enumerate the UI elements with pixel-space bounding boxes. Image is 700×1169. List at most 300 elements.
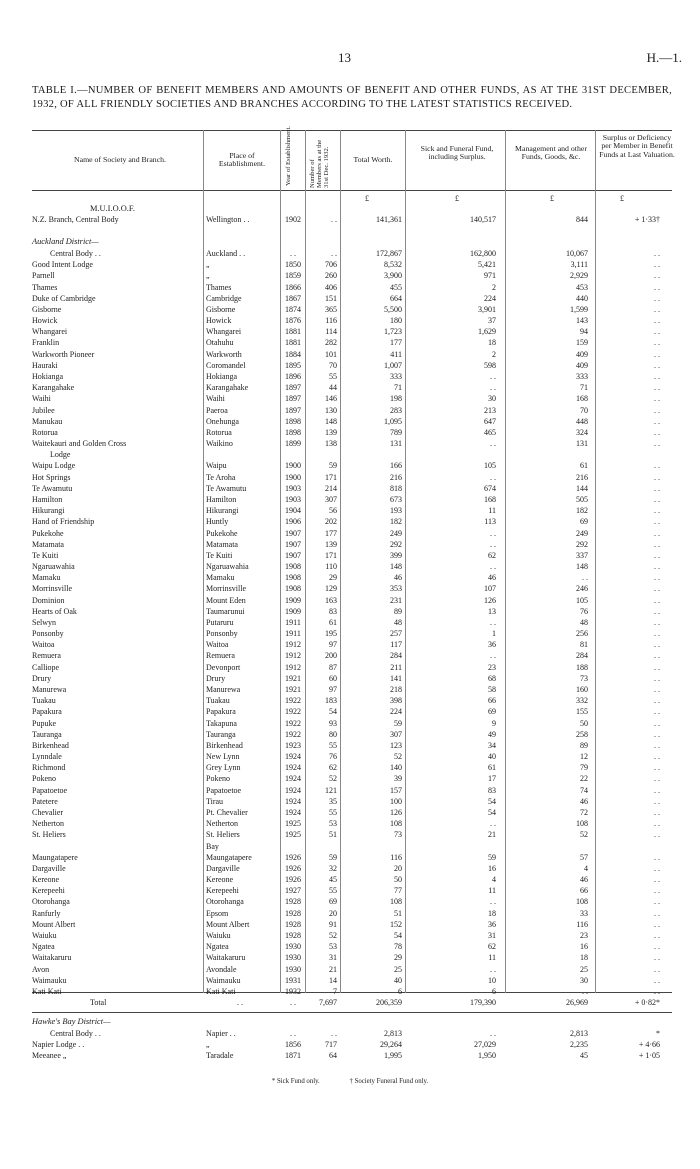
table-row [32, 975, 672, 987]
place: Auckland . . [206, 249, 246, 258]
sick-fund: 179,390 [470, 998, 496, 1007]
members: 52 [329, 774, 337, 784]
surplus: . . [654, 808, 660, 817]
members: 14 [329, 975, 337, 985]
place: Netherton [206, 819, 238, 829]
sick-fund: 18 [488, 908, 496, 918]
table-row [32, 438, 672, 450]
branch-name: Te Kuiti [32, 550, 59, 560]
sick-fund: 107 [484, 584, 496, 594]
place: Mount Albert [206, 919, 250, 929]
place: Paeroa [206, 405, 228, 415]
members: 214 [325, 483, 337, 493]
footnote: * Sick Fund only. [271, 1078, 320, 1085]
management-fund: 409 [576, 349, 588, 359]
sick-fund: 2 [492, 349, 496, 359]
management-fund: 73 [580, 673, 588, 683]
table-row [32, 1050, 672, 1062]
sick-fund: 126 [484, 595, 496, 605]
sick-fund: 224 [484, 293, 496, 303]
total-worth: 148 [390, 562, 402, 572]
members: . . [331, 215, 337, 224]
total-worth: 353 [390, 584, 402, 594]
total-worth: 333 [390, 371, 402, 381]
branch-name: Central Body . . [50, 1029, 101, 1038]
place: Maungatapere [206, 852, 252, 862]
branch-name: Dargaville [32, 863, 66, 873]
district-heading: Hawke's Bay District— [32, 1017, 111, 1026]
management-fund: 1,599 [570, 304, 588, 314]
members: 83 [329, 606, 337, 616]
year: 1907 [285, 528, 301, 538]
branch-name: Manurewa [32, 685, 67, 695]
place: Napier . . [206, 1029, 236, 1038]
table-row [32, 460, 672, 472]
total-worth: 46 [394, 573, 402, 583]
sick-fund: . . [490, 1029, 496, 1038]
table-row [32, 259, 672, 271]
place: Kerepeehi [206, 886, 239, 896]
branch-name: Morrinsville [32, 584, 72, 594]
year: 1850 [285, 260, 301, 270]
surplus: . . [654, 595, 660, 605]
surplus: . . [654, 539, 660, 549]
place: Papakura [206, 707, 236, 717]
col-header-place: Place of Establishment. [218, 151, 266, 169]
branch-name: Gisborne [32, 304, 62, 314]
year: 1900 [285, 472, 301, 482]
members: 177 [325, 528, 337, 538]
sick-fund: 34 [488, 740, 496, 750]
place: Te Aroha [206, 472, 236, 482]
management-fund: 188 [576, 662, 588, 672]
management-fund: 69 [580, 517, 588, 527]
place: Taumarunui [206, 606, 245, 616]
surplus: . . [654, 640, 660, 650]
table-row [32, 952, 672, 964]
table-row [32, 718, 672, 730]
unit-worth: £ [365, 194, 369, 203]
year: 1922 [285, 729, 301, 739]
year: 1884 [285, 349, 301, 359]
branch-name: Hot Springs [32, 472, 71, 482]
total-worth: 231 [390, 595, 402, 605]
total-worth: 211 [390, 662, 402, 672]
members: 29 [329, 573, 337, 583]
total-worth: 398 [390, 696, 402, 706]
members: 70 [329, 360, 337, 370]
sick-fund: 17 [488, 774, 496, 784]
management-fund: 79 [580, 763, 588, 773]
place: Ngatea [206, 942, 229, 952]
society-name: M.U.I.O.O.F. [90, 204, 135, 213]
table-row [32, 841, 672, 853]
management-fund: 50 [580, 718, 588, 728]
total-worth: 126 [390, 808, 402, 817]
branch-name: Lodge [50, 450, 71, 460]
footnotes [0, 1078, 700, 1085]
total-worth: 50 [394, 875, 402, 885]
sick-fund: 31 [488, 930, 496, 940]
place: Dargaville [206, 863, 240, 873]
surplus: . . [654, 785, 660, 795]
sick-fund: 4 [492, 875, 496, 885]
members: 55 [329, 371, 337, 381]
year: 1881 [285, 327, 301, 337]
management-fund: 105 [576, 595, 588, 605]
surplus: . . [654, 908, 660, 918]
sick-fund: 49 [488, 729, 496, 739]
management-fund: 144 [576, 483, 588, 493]
total-worth: 1,007 [384, 360, 402, 370]
surplus: . . [654, 919, 660, 929]
table-row [32, 561, 672, 573]
management-fund: 70 [580, 405, 588, 415]
total-worth: 71 [394, 383, 402, 393]
members: 202 [325, 517, 337, 527]
place: Tauranga [206, 729, 236, 739]
management-fund: 61 [580, 461, 588, 471]
branch-name: Ngatea [32, 942, 55, 952]
members: 717 [325, 1040, 337, 1050]
management-fund: 440 [576, 293, 588, 303]
branch-name: Netherton [32, 819, 64, 829]
members: 129 [325, 584, 337, 594]
surplus: . . [654, 439, 660, 449]
management-fund: 16 [580, 942, 588, 952]
place: Hamilton [206, 494, 237, 504]
surplus: . . [654, 349, 660, 359]
surplus: . . [654, 282, 660, 292]
total-worth: 1,095 [384, 416, 402, 426]
surplus: . . [654, 506, 660, 516]
surplus: . . [654, 617, 660, 627]
management-fund: 72 [580, 808, 588, 817]
management-fund: 246 [576, 584, 588, 594]
year: 1896 [285, 371, 301, 381]
members: . . [331, 249, 337, 258]
management-fund: 66 [580, 886, 588, 896]
sick-fund: 69 [488, 707, 496, 717]
year: 1900 [285, 461, 301, 471]
year: 1897 [285, 383, 301, 393]
year: 1856 [285, 1040, 301, 1050]
branch-name: Papakura [32, 707, 62, 717]
total-worth: 411 [390, 349, 402, 359]
surplus: . . [654, 964, 660, 974]
branch-name: Hand of Friendship [32, 517, 95, 527]
surplus: . . [654, 249, 660, 258]
management-fund: 94 [580, 327, 588, 337]
sick-fund: 11 [488, 506, 496, 516]
total-worth: 54 [394, 930, 402, 940]
members: 146 [325, 394, 337, 404]
year: 1908 [285, 573, 301, 583]
members: 200 [325, 651, 337, 661]
branch-name: Ngaruawahia [32, 562, 75, 572]
total-worth: 29 [394, 953, 402, 963]
year: 1909 [285, 595, 301, 605]
branch-name: Waitekauri and Golden Cross [32, 439, 127, 449]
place: Gisborne [206, 304, 236, 314]
year: 1923 [285, 740, 301, 750]
table-row [32, 650, 672, 662]
place: Waipu [206, 461, 227, 471]
surplus: + 0·82* [634, 998, 660, 1007]
branch-name: Hamilton [32, 494, 63, 504]
branch-name: Kati Kati [32, 986, 62, 996]
surplus: . . [654, 316, 660, 326]
members: 80 [329, 729, 337, 739]
branch-name: Papatoetoe [32, 785, 68, 795]
management-fund: 159 [576, 338, 588, 348]
table-row [32, 349, 672, 361]
total-worth: 789 [390, 427, 402, 437]
col-header-members: Number of Members as at the 31st Dec. 1932. [309, 139, 330, 188]
branch-name: Whangarei [32, 327, 68, 337]
place: Otorohanga [206, 897, 244, 907]
surplus: . . [654, 875, 660, 885]
year: 1909 [285, 606, 301, 616]
branch-name: Duke of Cambridge [32, 293, 96, 303]
surplus: . . [654, 260, 660, 270]
surplus: . . [654, 986, 660, 996]
year: . . [290, 998, 296, 1007]
members: . . [331, 1029, 337, 1038]
place: „ [206, 260, 210, 270]
management-fund: 48 [580, 617, 588, 627]
sick-fund: 13 [488, 606, 496, 616]
members: 87 [329, 662, 337, 672]
total-worth: 25 [394, 964, 402, 974]
branch-name: Maungatapere [32, 852, 78, 862]
place: Hikurangi [206, 506, 239, 516]
sick-fund: . . [490, 617, 496, 627]
surplus: . . [654, 293, 660, 303]
management-fund: 23 [580, 930, 588, 940]
branch-name: Kereone [32, 875, 60, 885]
surplus: . . [654, 629, 660, 639]
place: Rotorua [206, 427, 232, 437]
surplus: . . [654, 271, 660, 281]
surplus: . . [654, 472, 660, 482]
members: 139 [325, 539, 337, 549]
year: 1903 [285, 483, 301, 493]
place: Morrinsville [206, 584, 246, 594]
management-fund: 148 [576, 562, 588, 572]
table-row [32, 762, 672, 774]
management-fund: 256 [576, 629, 588, 639]
table-row [32, 785, 672, 797]
members: 32 [329, 863, 337, 873]
members: 148 [325, 416, 337, 426]
table-row [32, 908, 672, 920]
members: 60 [329, 673, 337, 683]
branch-name: Thames [32, 282, 58, 292]
members: 183 [325, 696, 337, 706]
members: 53 [329, 942, 337, 952]
place: Drury [206, 673, 226, 683]
col-header-sick: Sick and Funeral Fund, including Surplus. [420, 144, 494, 162]
sick-fund: . . [490, 539, 496, 549]
year: 1926 [285, 852, 301, 862]
place: Huntly [206, 517, 229, 527]
year: 1902 [285, 215, 301, 224]
management-fund: 337 [576, 550, 588, 560]
members: 62 [329, 763, 337, 773]
place: Waitoa [206, 640, 229, 650]
year: 1928 [285, 908, 301, 918]
surplus: . . [654, 975, 660, 985]
members: 64 [329, 1051, 337, 1061]
sick-fund: . . [490, 383, 496, 393]
branch-name: Selwyn [32, 617, 56, 627]
management-fund: 333 [576, 371, 588, 381]
surplus: + 1·33† [634, 215, 660, 224]
surplus: . . [654, 606, 660, 616]
col-header-mgmt: Management and other Funds, Goods, &c. [515, 144, 587, 162]
total-worth: 5,500 [384, 304, 402, 314]
branch-name: Avon [32, 964, 50, 974]
sick-fund: 59 [488, 852, 496, 862]
sick-fund: 647 [484, 416, 496, 426]
year: 1881 [285, 338, 301, 348]
sick-fund: 971 [484, 271, 496, 281]
surplus: + 4·66 [638, 1040, 660, 1050]
management-fund: 3,111 [570, 260, 588, 270]
year: . . [290, 249, 296, 258]
surplus: . . [654, 338, 660, 348]
place: Putaruru [206, 617, 234, 627]
year: 1921 [285, 673, 301, 683]
section-rule [32, 1012, 672, 1013]
surplus: . . [654, 685, 660, 695]
header-bottom-rule [32, 190, 672, 191]
table-row [32, 539, 672, 551]
table-row [32, 628, 672, 640]
year: 1926 [285, 875, 301, 885]
year: 1895 [285, 360, 301, 370]
total-worth: 292 [390, 539, 402, 549]
members: 51 [329, 830, 337, 840]
branch-name: Hikurangi [32, 506, 65, 516]
place: Cambridge [206, 293, 242, 303]
footnote: † Society Funeral Fund only. [349, 1078, 429, 1085]
management-fund: 249 [576, 528, 588, 538]
management-fund: 108 [576, 897, 588, 907]
management-fund: 30 [580, 975, 588, 985]
sick-fund: . . [490, 371, 496, 381]
year: 1924 [285, 785, 301, 795]
total-worth: 141 [390, 673, 402, 683]
unit-mgmt: £ [550, 194, 554, 203]
management-fund: 26,969 [566, 998, 588, 1007]
sick-fund: 2 [492, 282, 496, 292]
total-worth: 48 [394, 617, 402, 627]
place: Tirau [206, 796, 224, 806]
total-worth: 77 [394, 886, 402, 896]
members: 138 [325, 439, 337, 449]
year: 1925 [285, 830, 301, 840]
table-row [32, 282, 672, 294]
total-worth: 283 [390, 405, 402, 415]
place: Epsom [206, 908, 229, 918]
sick-fund: 113 [484, 517, 496, 527]
management-fund: 57 [580, 852, 588, 862]
members: 31 [329, 953, 337, 963]
branch-name: Jubilee [32, 405, 55, 415]
surplus: . . [654, 763, 660, 773]
table-row [32, 930, 672, 942]
sick-fund: 674 [484, 483, 496, 493]
district-heading: Auckland District— [32, 237, 99, 246]
total-worth: 3,900 [384, 271, 402, 281]
place: St. Heliers [206, 830, 240, 840]
management-fund: . . [582, 573, 588, 583]
management-fund: 143 [576, 316, 588, 326]
members: 121 [325, 785, 337, 795]
total-worth: 8,532 [384, 260, 402, 270]
management-fund: 74 [580, 785, 588, 795]
sick-fund: 168 [484, 494, 496, 504]
place: Coromandel [206, 360, 246, 370]
members: 114 [325, 327, 337, 337]
members: 56 [329, 506, 337, 516]
surplus: . . [654, 528, 660, 538]
place: Te Kuiti [206, 550, 233, 560]
members: 55 [329, 886, 337, 896]
branch-name: Meeanee „ [32, 1051, 67, 1061]
place: Waitakaruru [206, 953, 246, 963]
management-fund: 216 [576, 472, 588, 482]
sick-fund: 105 [484, 461, 496, 471]
year: 1898 [285, 416, 301, 426]
table-row [32, 673, 672, 685]
sick-fund: 27,029 [474, 1040, 496, 1050]
surplus: . . [654, 405, 660, 415]
sick-fund: 598 [484, 360, 496, 370]
management-fund: 12 [580, 752, 588, 762]
page-header [0, 50, 700, 70]
branch-name: Calliope [32, 662, 60, 672]
place: New Lynn [206, 752, 240, 762]
total-worth: 818 [390, 483, 402, 493]
branch-name: Mount Albert [32, 919, 76, 929]
branch-name: Patetere [32, 796, 58, 806]
total-worth: 180 [390, 316, 402, 326]
table-row [32, 326, 672, 338]
branch-name: Ranfurly [32, 908, 61, 918]
sick-fund: 16 [488, 863, 496, 873]
table-row [32, 606, 672, 618]
table-row [32, 863, 672, 875]
year: 1874 [285, 304, 301, 314]
surplus: * [656, 1029, 660, 1038]
members: 93 [329, 718, 337, 728]
members: 21 [329, 964, 337, 974]
year: 1928 [285, 897, 301, 907]
total-worth: 73 [394, 830, 402, 840]
branch-name: Birkenhead [32, 740, 69, 750]
surplus: . . [654, 651, 660, 661]
members: 52 [329, 930, 337, 940]
table-row [32, 416, 672, 428]
members: 69 [329, 897, 337, 907]
table-row [32, 304, 672, 316]
place: Waihi [206, 394, 225, 404]
sick-fund: 58 [488, 685, 496, 695]
total-worth: 59 [394, 718, 402, 728]
